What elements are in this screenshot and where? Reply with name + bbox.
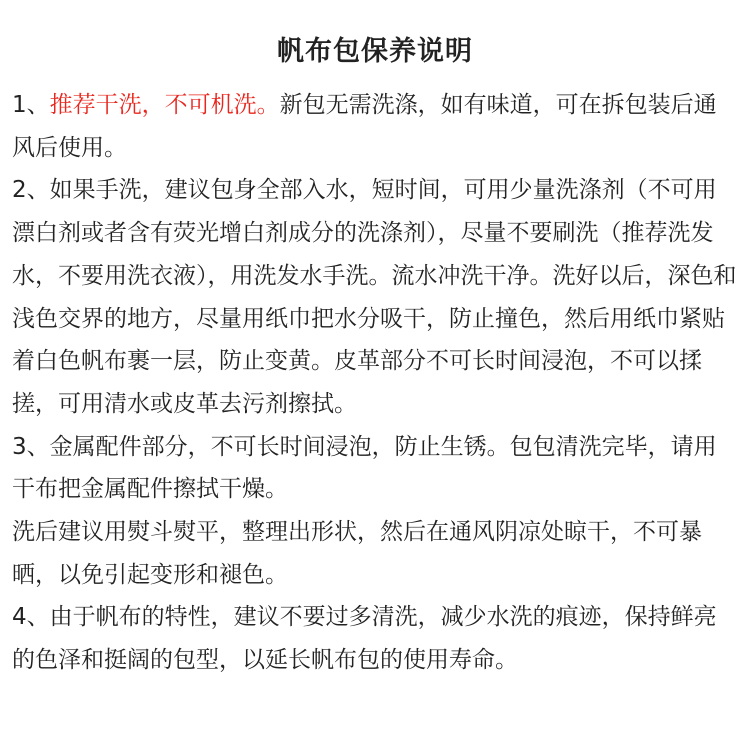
paragraph-4: 洗后建议用熨斗熨平，整理出形状，然后在通风阴凉处晾干，不可暴晒，以免引起变形和褪色。 (12, 519, 702, 588)
paragraph-1-highlight: 推荐干洗，不可机洗。 (49, 92, 280, 118)
page-title: 帆布包保养说明 (277, 36, 473, 67)
paragraph-1 (12, 84, 738, 169)
paragraph-1-text: 新包无需洗涤，如有味道，可在拆包装后通风后使用。 (12, 92, 717, 161)
paragraph-5: 4、由于帆布的特性，建议不要过多清洗，减少水洗的痕迹，保持鲜亮的色泽和挺阔的包型，以延长帆布包的使用寿命。 (12, 604, 717, 674)
instructions-body (12, 84, 738, 682)
paragraph-3: 3、金属配件部分，不可长时间浸泡，防止生锈。包包清洗完毕，请用干布把金属配件擦拭干燥。 (12, 433, 717, 503)
paragraph-1-prefix: 1、 (12, 92, 50, 118)
paragraph-2: 2、如果手洗，建议包身全部入水，短时间，可用少量洗涤剂（不可用漂白剂或者含有荧光增白剂成分的洗涤剂），尽量不要刷洗（推荐洗发水，不要用洗衣液），用洗发水手洗。流水冲洗干净。洗好以后，深色和浅色交界的地方，尽量用纸巾把水分吸干，防止撞色，然后用纸巾紧贴着白色帆布裹一层，防止变黄。皮革部分不可长时间浸泡，不可以揉搓，可用清水或皮革去污剂擦拭。 (12, 177, 737, 417)
